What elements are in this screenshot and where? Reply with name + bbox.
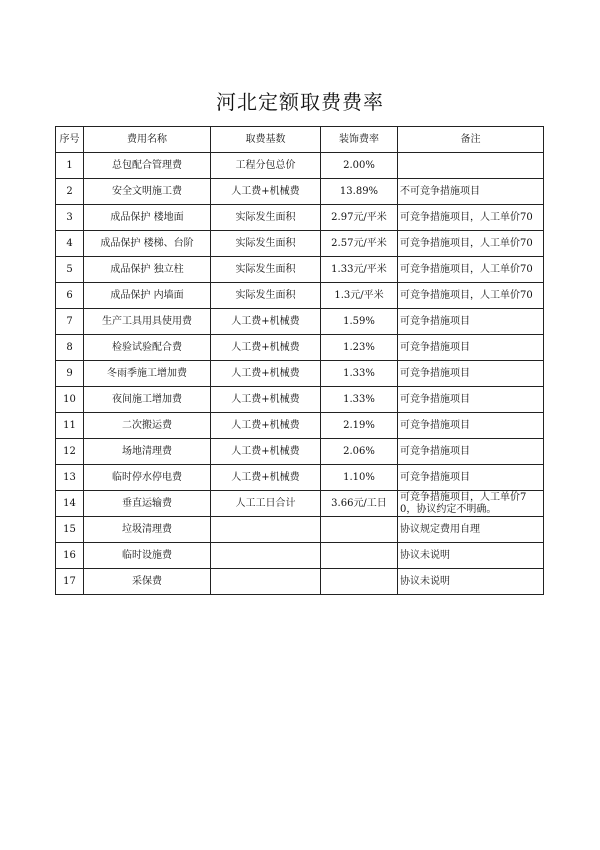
row-number: 4 xyxy=(56,231,84,257)
fee-rate: 1.23% xyxy=(321,335,398,361)
header-rate: 装饰费率 xyxy=(321,127,398,153)
table-row xyxy=(56,543,544,569)
table-row xyxy=(56,179,544,205)
table-row xyxy=(56,413,544,439)
fee-basis: 人工费+机械费 xyxy=(211,361,321,387)
fee-basis: 实际发生面积 xyxy=(211,283,321,309)
fee-rate-table xyxy=(55,126,544,595)
fee-name: 成品保护 内墙面 xyxy=(84,283,211,309)
fee-rate: 2.97元/平米 xyxy=(321,205,398,231)
table-row xyxy=(56,231,544,257)
row-number: 11 xyxy=(56,413,84,439)
row-number: 9 xyxy=(56,361,84,387)
header-basis: 取费基数 xyxy=(211,127,321,153)
fee-basis: 工程分包总价 xyxy=(211,153,321,179)
fee-rate: 3.66元/工日 xyxy=(321,491,398,517)
table-row xyxy=(56,465,544,491)
fee-remark: 协议规定费用自理 xyxy=(398,517,544,543)
fee-remark: 可竞争措施项目 xyxy=(398,387,544,413)
table-row xyxy=(56,491,544,517)
fee-name: 安全文明施工费 xyxy=(84,179,211,205)
fee-remark xyxy=(398,153,544,179)
fee-basis: 实际发生面积 xyxy=(211,205,321,231)
table-row xyxy=(56,309,544,335)
fee-remark: 协议未说明 xyxy=(398,569,544,595)
fee-rate: 13.89% xyxy=(321,179,398,205)
fee-remark: 可竞争措施项目 xyxy=(398,413,544,439)
fee-name: 成品保护 楼梯、台阶 xyxy=(84,231,211,257)
fee-name: 冬雨季施工增加费 xyxy=(84,361,211,387)
fee-basis xyxy=(211,569,321,595)
row-number: 10 xyxy=(56,387,84,413)
table-row xyxy=(56,153,544,179)
fee-name: 垂直运输费 xyxy=(84,491,211,517)
fee-remark: 可竞争措施项目，人工单价70，协议约定不明确。 xyxy=(398,491,544,517)
row-number: 6 xyxy=(56,283,84,309)
fee-basis: 人工费+机械费 xyxy=(211,465,321,491)
fee-remark: 可竞争措施项目 xyxy=(398,309,544,335)
table-row xyxy=(56,283,544,309)
fee-rate: 1.33% xyxy=(321,387,398,413)
fee-remark: 可竞争措施项目 xyxy=(398,465,544,491)
fee-basis: 人工费+机械费 xyxy=(211,309,321,335)
fee-basis: 人工费+机械费 xyxy=(211,439,321,465)
fee-basis: 实际发生面积 xyxy=(211,257,321,283)
row-number: 17 xyxy=(56,569,84,595)
fee-name: 夜间施工增加费 xyxy=(84,387,211,413)
table-row xyxy=(56,205,544,231)
fee-basis: 人工工日合计 xyxy=(211,491,321,517)
fee-basis: 人工费+机械费 xyxy=(211,179,321,205)
fee-name: 临时设施费 xyxy=(84,543,211,569)
fee-remark: 可竞争措施项目 xyxy=(398,439,544,465)
fee-basis xyxy=(211,543,321,569)
table-row xyxy=(56,335,544,361)
fee-rate: 2.57元/平米 xyxy=(321,231,398,257)
header-remark: 备注 xyxy=(398,127,544,153)
fee-rate: 1.33% xyxy=(321,361,398,387)
fee-basis xyxy=(211,517,321,543)
fee-name: 临时停水停电费 xyxy=(84,465,211,491)
fee-rate xyxy=(321,543,398,569)
row-number: 15 xyxy=(56,517,84,543)
table-body xyxy=(56,153,544,595)
fee-remark: 不可竞争措施项目 xyxy=(398,179,544,205)
table-row xyxy=(56,439,544,465)
fee-basis: 实际发生面积 xyxy=(211,231,321,257)
header-no: 序号 xyxy=(56,127,84,153)
table-row xyxy=(56,387,544,413)
fee-remark: 可竞争措施项目 xyxy=(398,335,544,361)
row-number: 13 xyxy=(56,465,84,491)
row-number: 3 xyxy=(56,205,84,231)
table-row xyxy=(56,517,544,543)
fee-name: 检验试验配合费 xyxy=(84,335,211,361)
page-title: 河北定额取费费率 xyxy=(216,90,384,114)
fee-rate: 2.06% xyxy=(321,439,398,465)
fee-rate: 1.10% xyxy=(321,465,398,491)
table-row xyxy=(56,569,544,595)
fee-basis: 人工费+机械费 xyxy=(211,335,321,361)
fee-rate: 2.19% xyxy=(321,413,398,439)
fee-name: 垃圾清理费 xyxy=(84,517,211,543)
fee-basis: 人工费+机械费 xyxy=(211,413,321,439)
row-number: 1 xyxy=(56,153,84,179)
fee-name: 成品保护 楼地面 xyxy=(84,205,211,231)
fee-name: 成品保护 独立柱 xyxy=(84,257,211,283)
row-number: 14 xyxy=(56,491,84,517)
row-number: 8 xyxy=(56,335,84,361)
row-number: 16 xyxy=(56,543,84,569)
fee-basis: 人工费+机械费 xyxy=(211,387,321,413)
table-row xyxy=(56,361,544,387)
fee-name: 二次搬运费 xyxy=(84,413,211,439)
fee-name: 采保费 xyxy=(84,569,211,595)
table-row xyxy=(56,257,544,283)
row-number: 5 xyxy=(56,257,84,283)
row-number: 12 xyxy=(56,439,84,465)
fee-rate xyxy=(321,569,398,595)
fee-remark: 协议未说明 xyxy=(398,543,544,569)
fee-remark: 可竞争措施项目，人工单价70 xyxy=(398,231,544,257)
fee-rate: 1.3元/平米 xyxy=(321,283,398,309)
fee-rate xyxy=(321,517,398,543)
fee-remark: 可竞争措施项目 xyxy=(398,361,544,387)
table-header-row xyxy=(56,127,544,153)
fee-rate: 1.33元/平米 xyxy=(321,257,398,283)
fee-name: 场地清理费 xyxy=(84,439,211,465)
fee-name: 生产工具用具使用费 xyxy=(84,309,211,335)
fee-remark: 可竞争措施项目，人工单价70 xyxy=(398,205,544,231)
fee-rate: 2.00% xyxy=(321,153,398,179)
fee-remark: 可竞争措施项目，人工单价70 xyxy=(398,257,544,283)
row-number: 7 xyxy=(56,309,84,335)
row-number: 2 xyxy=(56,179,84,205)
fee-remark: 可竞争措施项目，人工单价70 xyxy=(398,283,544,309)
fee-rate: 1.59% xyxy=(321,309,398,335)
header-fee-name: 费用名称 xyxy=(84,127,211,153)
fee-name: 总包配合管理费 xyxy=(84,153,211,179)
